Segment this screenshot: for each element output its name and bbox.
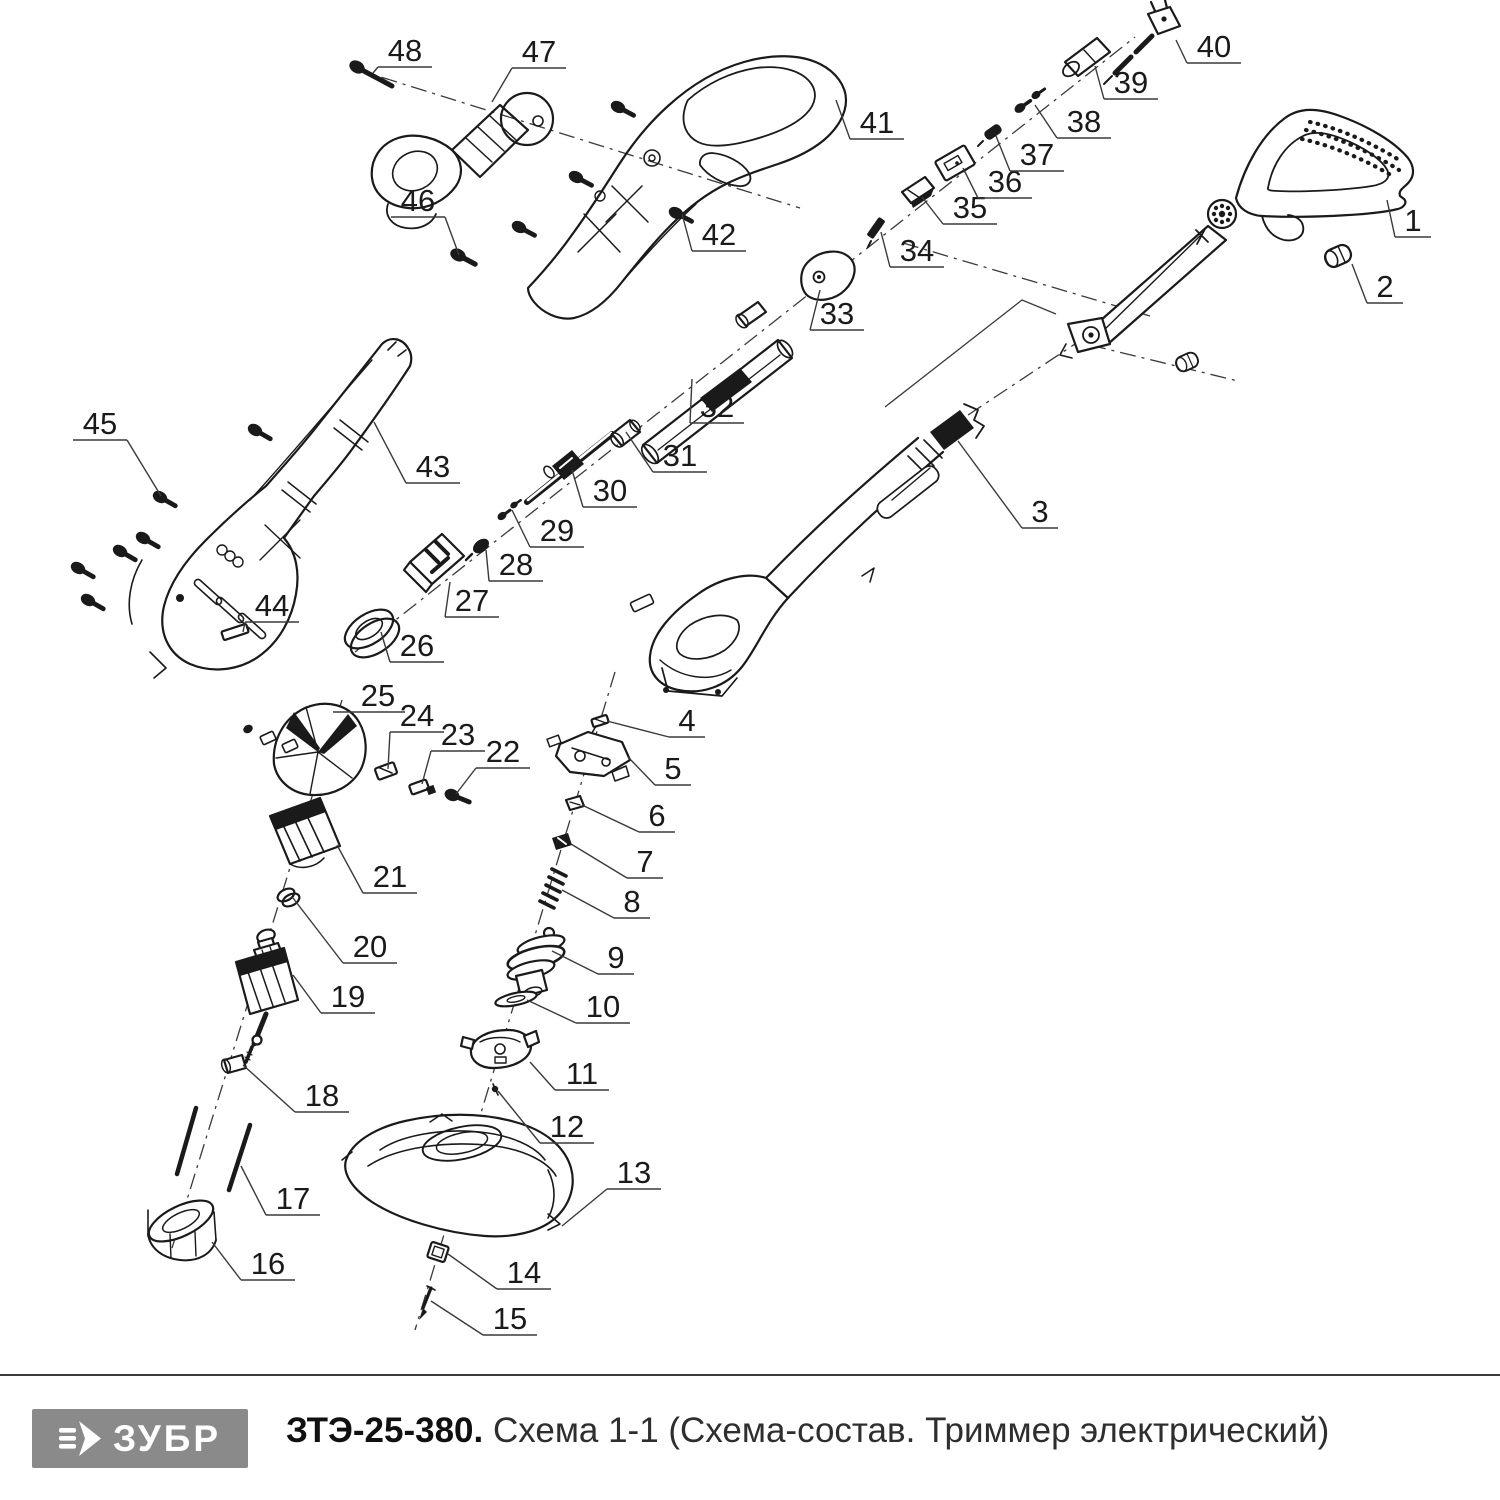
part-11-spool-cover — [461, 1030, 539, 1068]
svg-text:11: 11 — [565, 1056, 599, 1091]
svg-text:4: 4 — [678, 703, 696, 738]
svg-text:41: 41 — [859, 105, 895, 140]
part-31-bushing — [608, 418, 642, 449]
svg-text:32: 32 — [699, 389, 735, 424]
svg-text:37: 37 — [1019, 137, 1055, 172]
part-36-switch — [935, 145, 975, 181]
svg-text:24: 24 — [399, 698, 435, 733]
svg-text:3: 3 — [1031, 494, 1049, 529]
svg-text:19: 19 — [330, 979, 366, 1014]
svg-text:13: 13 — [616, 1155, 652, 1190]
svg-text:31: 31 — [662, 438, 698, 473]
svg-text:33: 33 — [819, 296, 855, 331]
callout-18 — [243, 1065, 349, 1113]
callout-47 — [492, 34, 566, 102]
svg-text:7: 7 — [636, 844, 654, 879]
callout-6 — [582, 798, 675, 833]
callout-2 — [1352, 264, 1403, 304]
svg-text:14: 14 — [506, 1255, 542, 1290]
callout-27 — [445, 582, 499, 618]
part-19-rotor — [236, 927, 298, 1062]
svg-text:5: 5 — [664, 751, 682, 786]
zubr-arrow-icon — [59, 1419, 105, 1459]
callout-10 — [527, 989, 630, 1024]
svg-text:9: 9 — [607, 940, 625, 975]
callout-20 — [293, 898, 397, 964]
svg-text:48: 48 — [387, 33, 423, 68]
callout-24 — [388, 698, 444, 769]
part-10-washer — [494, 989, 538, 1009]
part-42-screws — [511, 100, 696, 241]
part-6-nut — [566, 796, 584, 810]
svg-text:21: 21 — [372, 859, 408, 894]
callout-11 — [530, 1056, 609, 1091]
svg-text:28: 28 — [498, 547, 534, 582]
callout-28 — [486, 547, 543, 582]
callout-16 — [212, 1242, 295, 1281]
svg-text:1: 1 — [1404, 203, 1422, 238]
part-1-handle-assembly — [1060, 110, 1413, 358]
callout-14 — [448, 1254, 551, 1290]
callout-38 — [1035, 104, 1111, 139]
callout-5 — [628, 751, 691, 786]
svg-text:17: 17 — [275, 1181, 311, 1216]
svg-text:38: 38 — [1066, 104, 1102, 139]
callout-15 — [431, 1301, 537, 1336]
callout-9 — [552, 940, 634, 975]
drawing-caption — [286, 1412, 1329, 1451]
svg-text:36: 36 — [987, 164, 1023, 199]
svg-text:20: 20 — [352, 929, 388, 964]
part-37-grommet — [978, 123, 1003, 146]
callout-29 — [512, 510, 584, 548]
svg-text:29: 29 — [539, 513, 575, 548]
svg-text:43: 43 — [415, 449, 451, 484]
part-5-bracket — [547, 726, 630, 781]
callout-labels — [73, 29, 1431, 1336]
part-48-screw — [348, 59, 392, 86]
callout-30 — [572, 470, 637, 508]
brand-name: ЗУБР — [112, 1418, 222, 1459]
callout-45 — [73, 406, 161, 496]
svg-text:34: 34 — [899, 233, 935, 268]
callout-7 — [571, 844, 663, 879]
svg-text:26: 26 — [399, 628, 435, 663]
part-12-pin — [492, 1084, 498, 1095]
svg-text:25: 25 — [360, 678, 396, 713]
part-18-bushing — [220, 1055, 246, 1074]
part-14-square-nut — [427, 1242, 449, 1263]
callout-19 — [293, 975, 375, 1014]
scheme-title: Схема 1-1 (Схема-состав. Триммер электрический) — [492, 1411, 1330, 1450]
footer — [0, 1374, 1500, 1500]
svg-text:10: 10 — [585, 989, 621, 1024]
callout-43 — [374, 422, 460, 484]
part-29-screws — [497, 497, 523, 521]
svg-text:42: 42 — [701, 217, 737, 252]
part-35-connector — [902, 177, 934, 208]
svg-text:18: 18 — [304, 1078, 340, 1113]
svg-text:40: 40 — [1196, 29, 1232, 64]
callout-13 — [562, 1155, 661, 1226]
svg-text:2: 2 — [1376, 269, 1394, 304]
svg-text:22: 22 — [485, 734, 521, 769]
part-8-spring — [540, 869, 566, 908]
callout-34 — [881, 232, 944, 268]
part-39-cord-sleeve — [1060, 38, 1110, 79]
part-47-aux-handle — [372, 93, 553, 228]
svg-text:27: 27 — [454, 583, 490, 618]
part-20-washer — [275, 886, 301, 909]
part-9-spool-holder — [505, 928, 566, 999]
callout-21 — [337, 845, 417, 894]
svg-text:16: 16 — [250, 1246, 286, 1281]
callout-17 — [241, 1166, 320, 1216]
svg-text:46: 46 — [400, 183, 436, 218]
part-7-bushing — [552, 833, 572, 850]
svg-text:8: 8 — [623, 884, 641, 919]
part-26-ring — [338, 602, 406, 666]
zubr-logo — [32, 1409, 248, 1468]
part-24-clip — [375, 762, 398, 780]
part-34-pin — [866, 217, 885, 247]
part-4-pin — [591, 715, 609, 728]
svg-text:44: 44 — [254, 588, 290, 623]
svg-text:47: 47 — [521, 34, 557, 69]
callout-8 — [562, 884, 650, 919]
part-17-trimmer-lines — [177, 1108, 250, 1190]
svg-text:45: 45 — [82, 406, 118, 441]
part-16-spool-cap — [143, 1192, 219, 1260]
callout-48 — [373, 33, 432, 73]
callout-4 — [607, 703, 705, 738]
part-25-fan — [242, 704, 366, 795]
part-15-screw — [419, 1286, 435, 1320]
model-number: ЗТЭ-25-380. — [286, 1411, 484, 1450]
svg-text:35: 35 — [952, 190, 988, 225]
callout-40 — [1176, 29, 1241, 64]
callout-31 — [626, 432, 707, 473]
svg-text:39: 39 — [1113, 65, 1149, 100]
part-41-handle-shell — [528, 56, 846, 318]
callout-3 — [958, 441, 1058, 529]
svg-text:15: 15 — [492, 1301, 528, 1336]
svg-text:6: 6 — [648, 798, 666, 833]
svg-text:30: 30 — [592, 473, 628, 508]
part-46-screw — [449, 247, 479, 269]
callout-33 — [810, 290, 864, 331]
part-13-guard — [342, 1114, 573, 1236]
svg-text:12: 12 — [549, 1109, 585, 1144]
svg-text:23: 23 — [440, 717, 476, 752]
part-21-stator — [270, 798, 340, 867]
